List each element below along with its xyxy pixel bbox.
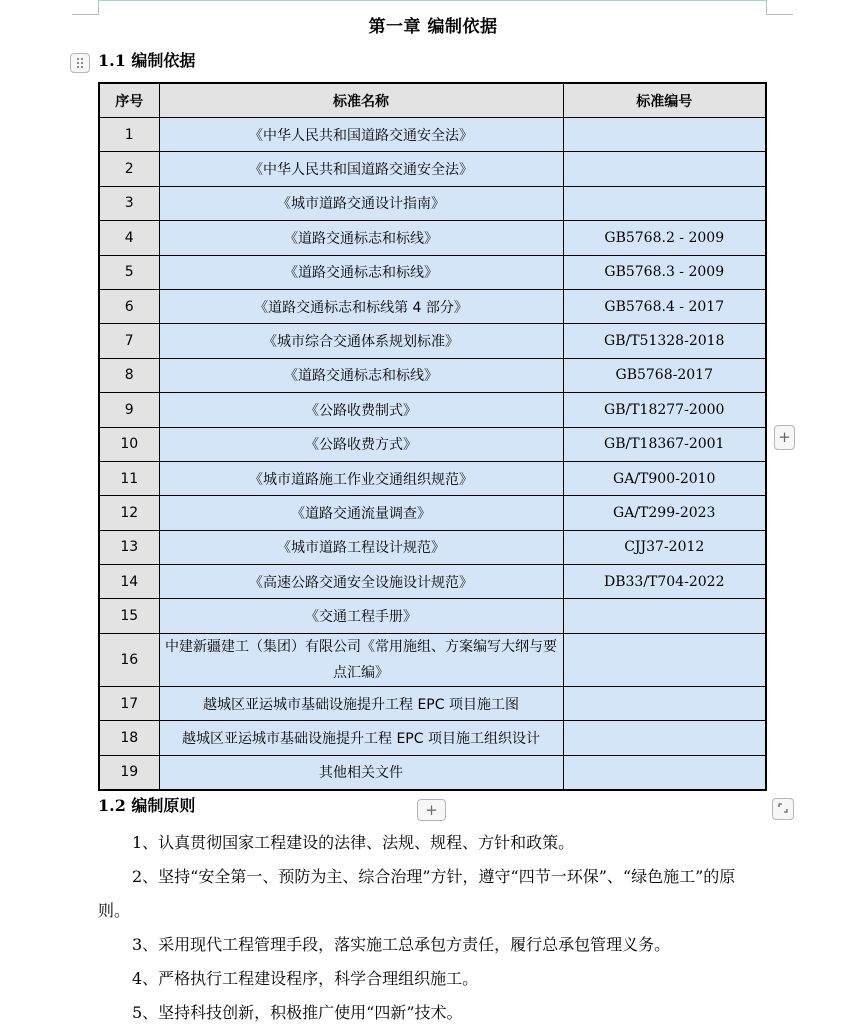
table-move-handle-icon[interactable]	[70, 53, 90, 73]
table-row	[99, 118, 766, 152]
cell-seq: 9	[99, 393, 159, 427]
column-header-name: 标准名称	[159, 83, 563, 118]
section-heading-principles: 1.2 编制原则	[98, 796, 196, 815]
principle-item: 3、采用现代工程管理手段，落实施工总承包方责任，履行总承包管理义务。	[132, 935, 671, 954]
cell-seq: 6	[99, 289, 159, 323]
cell-code	[563, 118, 766, 152]
add-column-icon[interactable]: +	[774, 425, 795, 450]
table-resize-icon[interactable]	[772, 798, 794, 820]
cell-name: 《城市道路施工作业交通组织规范》	[159, 461, 563, 495]
cell-code	[563, 686, 766, 720]
table-row	[99, 324, 766, 358]
cell-seq: 13	[99, 530, 159, 564]
cell-name: 越城区亚运城市基础设施提升工程 EPC 项目施工图	[159, 686, 563, 720]
page-top-rule	[98, 0, 766, 1]
cell-seq: 17	[99, 686, 159, 720]
table-row	[99, 565, 766, 599]
table-row	[99, 358, 766, 392]
cell-code	[563, 633, 766, 686]
cell-seq: 18	[99, 721, 159, 755]
cell-name: 《道路交通标志和标线第 4 部分》	[159, 289, 563, 323]
table-row	[99, 461, 766, 495]
cell-code: DB33/T704-2022	[563, 565, 766, 599]
cell-name: 《高速公路交通安全设施设计规范》	[159, 565, 563, 599]
column-header-seq: 序号	[99, 83, 159, 118]
cell-code: GB5768.2 - 2009	[563, 221, 766, 255]
cell-seq: 5	[99, 255, 159, 289]
principle-item: 2、坚持“安全第一、预防为主、综合治理”方针，遵守“四节一环保”、“绿色施工”的原则。	[98, 867, 736, 920]
add-row-icon[interactable]: +	[417, 799, 446, 821]
cell-name: 《公路收费制式》	[159, 393, 563, 427]
cell-seq: 15	[99, 599, 159, 633]
table-row	[99, 755, 766, 790]
table-row	[99, 186, 766, 220]
cell-seq: 19	[99, 755, 159, 790]
table-row	[99, 686, 766, 720]
table-row	[99, 496, 766, 530]
cell-code	[563, 186, 766, 220]
cell-seq: 16	[99, 633, 159, 686]
cell-code: GB/T18367-2001	[563, 427, 766, 461]
table-row	[99, 721, 766, 755]
table-row	[99, 530, 766, 564]
chapter-title: 第一章 编制依据	[368, 17, 498, 37]
cell-code: GA/T299-2023	[563, 496, 766, 530]
cell-code	[563, 152, 766, 186]
cell-code: GA/T900-2010	[563, 461, 766, 495]
cell-code: CJJ37-2012	[563, 530, 766, 564]
cell-code: GB/T51328-2018	[563, 324, 766, 358]
cell-seq: 10	[99, 427, 159, 461]
table-row	[99, 152, 766, 186]
table-row	[99, 289, 766, 323]
cell-name: 《公路收费方式》	[159, 427, 563, 461]
table-header-row	[99, 83, 766, 118]
principle-item: 1、认真贯彻国家工程建设的法律、法规、规程、方针和政策。	[132, 833, 575, 852]
standards-table	[98, 82, 767, 791]
cell-code	[563, 755, 766, 790]
cell-seq: 12	[99, 496, 159, 530]
cell-code: GB5768.4 - 2017	[563, 289, 766, 323]
table-row	[99, 599, 766, 633]
table-row	[99, 255, 766, 289]
cell-name: 其他相关文件	[159, 755, 563, 790]
cell-code: GB5768.3 - 2009	[563, 255, 766, 289]
cell-code	[563, 721, 766, 755]
cell-name: 《中华人民共和国道路交通安全法》	[159, 118, 563, 152]
table-row	[99, 221, 766, 255]
cell-name: 《道路交通流量调查》	[159, 496, 563, 530]
cell-name: 《城市道路交通设计指南》	[159, 186, 563, 220]
cell-name: 中建新疆建工（集团）有限公司《常用施组、方案编写大纲与要点汇编》	[159, 633, 563, 686]
principle-item: 4、严格执行工程建设程序，科学合理组织施工。	[132, 969, 479, 988]
cell-seq: 8	[99, 358, 159, 392]
cell-name: 《交通工程手册》	[159, 599, 563, 633]
principles-list	[98, 826, 766, 1030]
column-header-code: 标准编号	[563, 83, 766, 118]
cell-seq: 3	[99, 186, 159, 220]
cell-name: 《城市道路工程设计规范》	[159, 530, 563, 564]
cell-code: GB5768-2017	[563, 358, 766, 392]
principle-item: 5、坚持科技创新，积极推广使用“四新”技术。	[132, 1003, 463, 1022]
cell-seq: 1	[99, 118, 159, 152]
section-heading-basis: 1.1 编制依据	[98, 51, 196, 70]
cell-name: 《城市综合交通体系规划标准》	[159, 324, 563, 358]
cell-seq: 7	[99, 324, 159, 358]
cell-name: 《中华人民共和国道路交通安全法》	[159, 152, 563, 186]
cell-code	[563, 599, 766, 633]
cell-seq: 11	[99, 461, 159, 495]
cell-seq: 2	[99, 152, 159, 186]
table-row	[99, 427, 766, 461]
cell-name: 越城区亚运城市基础设施提升工程 EPC 项目施工组织设计	[159, 721, 563, 755]
cell-name: 《道路交通标志和标线》	[159, 358, 563, 392]
cell-name: 《道路交通标志和标线》	[159, 255, 563, 289]
cell-seq: 14	[99, 565, 159, 599]
cell-name: 《道路交通标志和标线》	[159, 221, 563, 255]
cell-code: GB/T18277-2000	[563, 393, 766, 427]
cell-seq: 4	[99, 221, 159, 255]
table-row	[99, 633, 766, 686]
table-row	[99, 393, 766, 427]
